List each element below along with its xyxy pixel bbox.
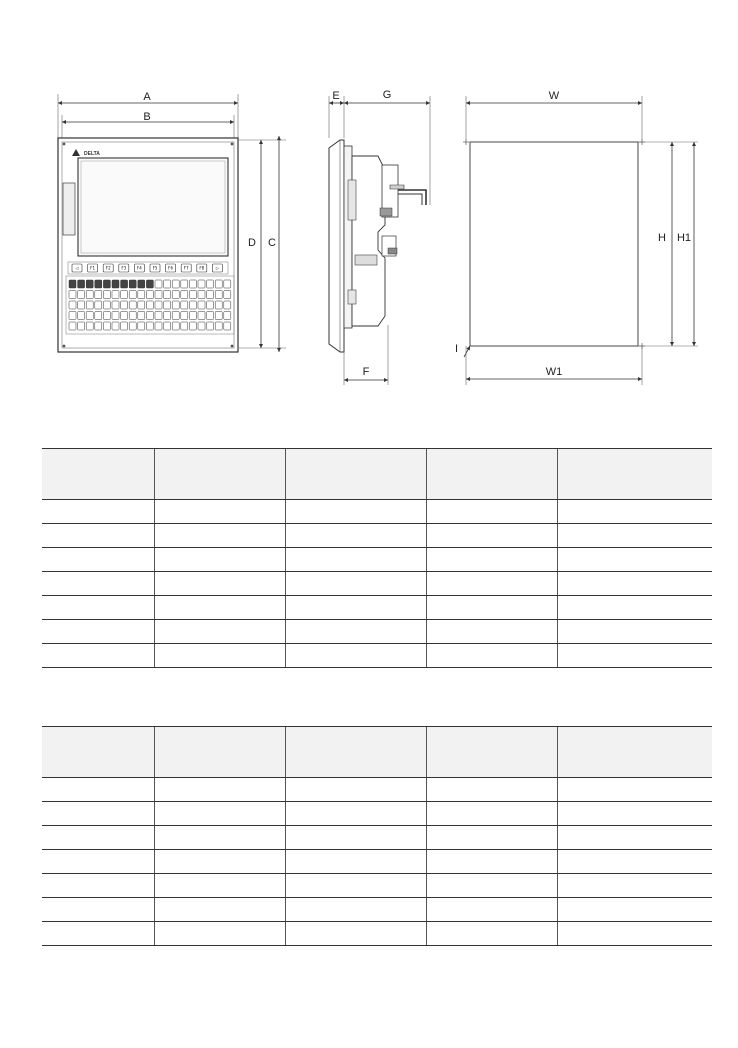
front-vertical-dims — [238, 136, 286, 352]
keypad-key — [207, 291, 214, 299]
keypad-key — [181, 280, 188, 288]
keypad-key — [103, 291, 110, 299]
table-cell — [557, 572, 712, 596]
function-key-label: F7 — [183, 265, 189, 271]
keypad-key — [189, 312, 196, 320]
keypad-key — [155, 322, 162, 330]
keypad-key — [78, 291, 85, 299]
table-header-cell — [426, 449, 557, 500]
table-cell — [42, 596, 154, 620]
table-cell — [285, 572, 426, 596]
table-cell — [285, 620, 426, 644]
table-row — [42, 898, 712, 922]
keypad-key — [198, 280, 205, 288]
keypad-key — [164, 301, 171, 309]
keypad-key — [146, 301, 153, 309]
table-row — [42, 850, 712, 874]
table-header-row — [42, 727, 712, 778]
table-cell — [42, 874, 154, 898]
keypad-key — [172, 291, 179, 299]
front-view — [58, 91, 238, 352]
dim-label-c: C — [268, 237, 276, 249]
table-header-cell — [285, 449, 426, 500]
table-header-cell — [42, 727, 154, 778]
keypad-key — [129, 291, 136, 299]
table-cell — [557, 802, 712, 826]
table-cell — [426, 802, 557, 826]
table-row — [42, 572, 712, 596]
table-cell — [154, 572, 285, 596]
table-row — [42, 874, 712, 898]
table-cell — [557, 850, 712, 874]
table-cell — [426, 826, 557, 850]
table-cell — [154, 826, 285, 850]
keypad-key — [121, 280, 128, 288]
table-row — [42, 524, 712, 548]
table-cell — [426, 524, 557, 548]
table-row — [42, 500, 712, 524]
keypad-key — [224, 280, 231, 288]
table-cell — [285, 778, 426, 802]
table-cell — [154, 778, 285, 802]
function-key-label: F3 — [121, 265, 127, 271]
function-key-label: ◁ — [75, 265, 79, 271]
table-cell — [285, 874, 426, 898]
table-row — [42, 596, 712, 620]
table-cell — [426, 500, 557, 524]
keypad-key — [103, 312, 110, 320]
table-cell — [426, 898, 557, 922]
table-cell — [42, 778, 154, 802]
function-key-label: F1 — [90, 265, 96, 271]
keypad-key — [78, 312, 85, 320]
keypad-key — [172, 312, 179, 320]
keypad-key — [181, 301, 188, 309]
dim-label-b: B — [143, 111, 151, 123]
keypad-key — [78, 322, 85, 330]
keypad-key — [69, 322, 76, 330]
keypad-key — [69, 312, 76, 320]
dim-label-g: G — [382, 89, 392, 101]
keypad-key — [78, 280, 85, 288]
spec-table-2 — [42, 726, 712, 946]
keypad-key — [121, 301, 128, 309]
dim-label-w: W — [548, 90, 560, 102]
table-cell — [42, 524, 154, 548]
keypad-key — [198, 312, 205, 320]
table-cell — [154, 874, 285, 898]
keypad-key — [207, 312, 214, 320]
table-cell — [285, 596, 426, 620]
table-cell — [426, 874, 557, 898]
table-cell — [285, 826, 426, 850]
table-cell — [285, 850, 426, 874]
table-cell — [426, 850, 557, 874]
keypad-key — [215, 301, 222, 309]
keypad-key — [164, 312, 171, 320]
keypad-key — [172, 322, 179, 330]
table-cell — [154, 644, 285, 668]
function-key-label: ▷ — [215, 265, 219, 271]
table-cell — [557, 596, 712, 620]
table-cell — [557, 874, 712, 898]
table-header-cell — [154, 727, 285, 778]
table-cell — [42, 644, 154, 668]
table-cell — [285, 500, 426, 524]
keypad-key — [215, 322, 222, 330]
keypad-key — [138, 312, 145, 320]
table-cell — [42, 500, 154, 524]
table-cell — [557, 548, 712, 572]
table-row — [42, 922, 712, 946]
keypad-key — [95, 312, 102, 320]
table-cell — [426, 922, 557, 946]
table-cell — [154, 802, 285, 826]
table-header-cell — [154, 449, 285, 500]
dim-label-h: H — [658, 232, 666, 244]
keypad-key — [138, 301, 145, 309]
spec-table-1 — [42, 448, 712, 668]
keypad-key — [146, 312, 153, 320]
table-header-cell — [285, 727, 426, 778]
table-row — [42, 620, 712, 644]
keypad-key — [112, 312, 119, 320]
table-cell — [557, 500, 712, 524]
lcd-screen — [78, 158, 228, 256]
keypad-key — [207, 280, 214, 288]
table-cell — [42, 620, 154, 644]
keypad-key — [181, 312, 188, 320]
dim-label-h1: H1 — [676, 232, 692, 244]
keypad-key — [112, 322, 119, 330]
keypad-key — [121, 322, 128, 330]
table-header-row — [42, 449, 712, 500]
table-cell — [285, 922, 426, 946]
keypad-key — [172, 301, 179, 309]
keypad-key — [86, 312, 93, 320]
keypad-key — [164, 322, 171, 330]
table-cell — [42, 922, 154, 946]
table-cell — [42, 802, 154, 826]
function-key-label: F6 — [168, 265, 174, 271]
keypad-key — [146, 280, 153, 288]
table-cell — [285, 548, 426, 572]
table-cell — [42, 898, 154, 922]
keypad-key — [129, 312, 136, 320]
table-header-cell — [557, 449, 712, 500]
function-key-label: F2 — [105, 265, 111, 271]
dim-label-i: I — [455, 343, 459, 355]
table-cell — [285, 644, 426, 668]
keypad-key — [69, 301, 76, 309]
table-cell — [42, 850, 154, 874]
keypad-key — [198, 322, 205, 330]
dim-label-f: F — [362, 366, 370, 378]
dim-label-a: A — [143, 91, 151, 103]
table-cell — [426, 548, 557, 572]
keypad-key — [146, 322, 153, 330]
cutout-view — [455, 90, 698, 385]
table-cell — [42, 548, 154, 572]
dim-label-e: E — [332, 90, 340, 102]
keypad-key — [138, 280, 145, 288]
keypad-key — [224, 291, 231, 299]
keypad-key — [129, 280, 136, 288]
keypad-key — [172, 280, 179, 288]
keypad-key — [155, 312, 162, 320]
table-cell — [154, 500, 285, 524]
keypad-key — [129, 301, 136, 309]
keypad-key — [224, 322, 231, 330]
keypad-key — [86, 291, 93, 299]
table-cell — [154, 620, 285, 644]
keypad-key — [86, 301, 93, 309]
table-cell — [426, 572, 557, 596]
keypad-key — [189, 301, 196, 309]
keypad-key — [207, 322, 214, 330]
side-view — [329, 89, 430, 385]
table-cell — [154, 524, 285, 548]
keypad-key — [164, 280, 171, 288]
keypad-key — [103, 322, 110, 330]
keypad-key — [86, 322, 93, 330]
keypad-key — [95, 291, 102, 299]
function-key-label: F4 — [136, 265, 142, 271]
keypad-key — [155, 280, 162, 288]
table-cell — [426, 644, 557, 668]
keypad-key — [69, 291, 76, 299]
keypad-key — [95, 322, 102, 330]
keypad-key — [181, 291, 188, 299]
table-cell — [154, 596, 285, 620]
table-cell — [557, 778, 712, 802]
table-cell — [426, 620, 557, 644]
table-cell — [557, 644, 712, 668]
keypad-key — [121, 291, 128, 299]
table-cell — [42, 826, 154, 850]
table-cell — [557, 922, 712, 946]
keypad-key — [112, 301, 119, 309]
table-row — [42, 644, 712, 668]
table-cell — [154, 922, 285, 946]
table-cell — [154, 898, 285, 922]
table-cell — [154, 850, 285, 874]
table-cell — [557, 826, 712, 850]
keypad-key — [86, 280, 93, 288]
table-row — [42, 548, 712, 572]
table-header-cell — [426, 727, 557, 778]
keypad-key — [155, 301, 162, 309]
keypad-key — [138, 322, 145, 330]
table-header-cell — [557, 727, 712, 778]
keypad-key — [95, 280, 102, 288]
table-cell — [285, 898, 426, 922]
keypad-key — [112, 280, 119, 288]
keypad-key — [215, 312, 222, 320]
keypad-key — [198, 291, 205, 299]
table-cell — [42, 572, 154, 596]
table-row — [42, 826, 712, 850]
keypad-key — [69, 280, 76, 288]
keypad-key — [78, 301, 85, 309]
keypad-key — [164, 291, 171, 299]
keypad-key — [215, 280, 222, 288]
keypad-key — [138, 291, 145, 299]
keypad-key — [103, 301, 110, 309]
dim-label-d: D — [248, 237, 256, 249]
keypad-key — [121, 312, 128, 320]
keypad-key — [103, 280, 110, 288]
keypad-key — [224, 312, 231, 320]
keypad-key — [198, 301, 205, 309]
keypad-key — [95, 301, 102, 309]
keypad-key — [189, 291, 196, 299]
table-header-cell — [42, 449, 154, 500]
table-cell — [154, 548, 285, 572]
function-key-label: F8 — [199, 265, 205, 271]
keypad-key — [207, 301, 214, 309]
keypad-key — [146, 291, 153, 299]
dim-label-w1: W1 — [545, 366, 563, 378]
keypad-key — [155, 291, 162, 299]
keypad-key — [189, 280, 196, 288]
keypad-key — [189, 322, 196, 330]
table-cell — [285, 802, 426, 826]
keypad-key — [112, 291, 119, 299]
table-cell — [426, 596, 557, 620]
table-row — [42, 802, 712, 826]
keypad-key — [129, 322, 136, 330]
table-row — [42, 778, 712, 802]
keypad-key — [181, 322, 188, 330]
keypad-key — [224, 301, 231, 309]
keypad-key — [215, 291, 222, 299]
table-cell — [557, 898, 712, 922]
keypad — [69, 280, 231, 330]
table-cell — [557, 620, 712, 644]
table-cell — [285, 524, 426, 548]
table-cell — [557, 524, 712, 548]
function-key-label: F5 — [152, 265, 158, 271]
table-cell — [426, 778, 557, 802]
brand-logo: DELTA — [84, 151, 100, 157]
